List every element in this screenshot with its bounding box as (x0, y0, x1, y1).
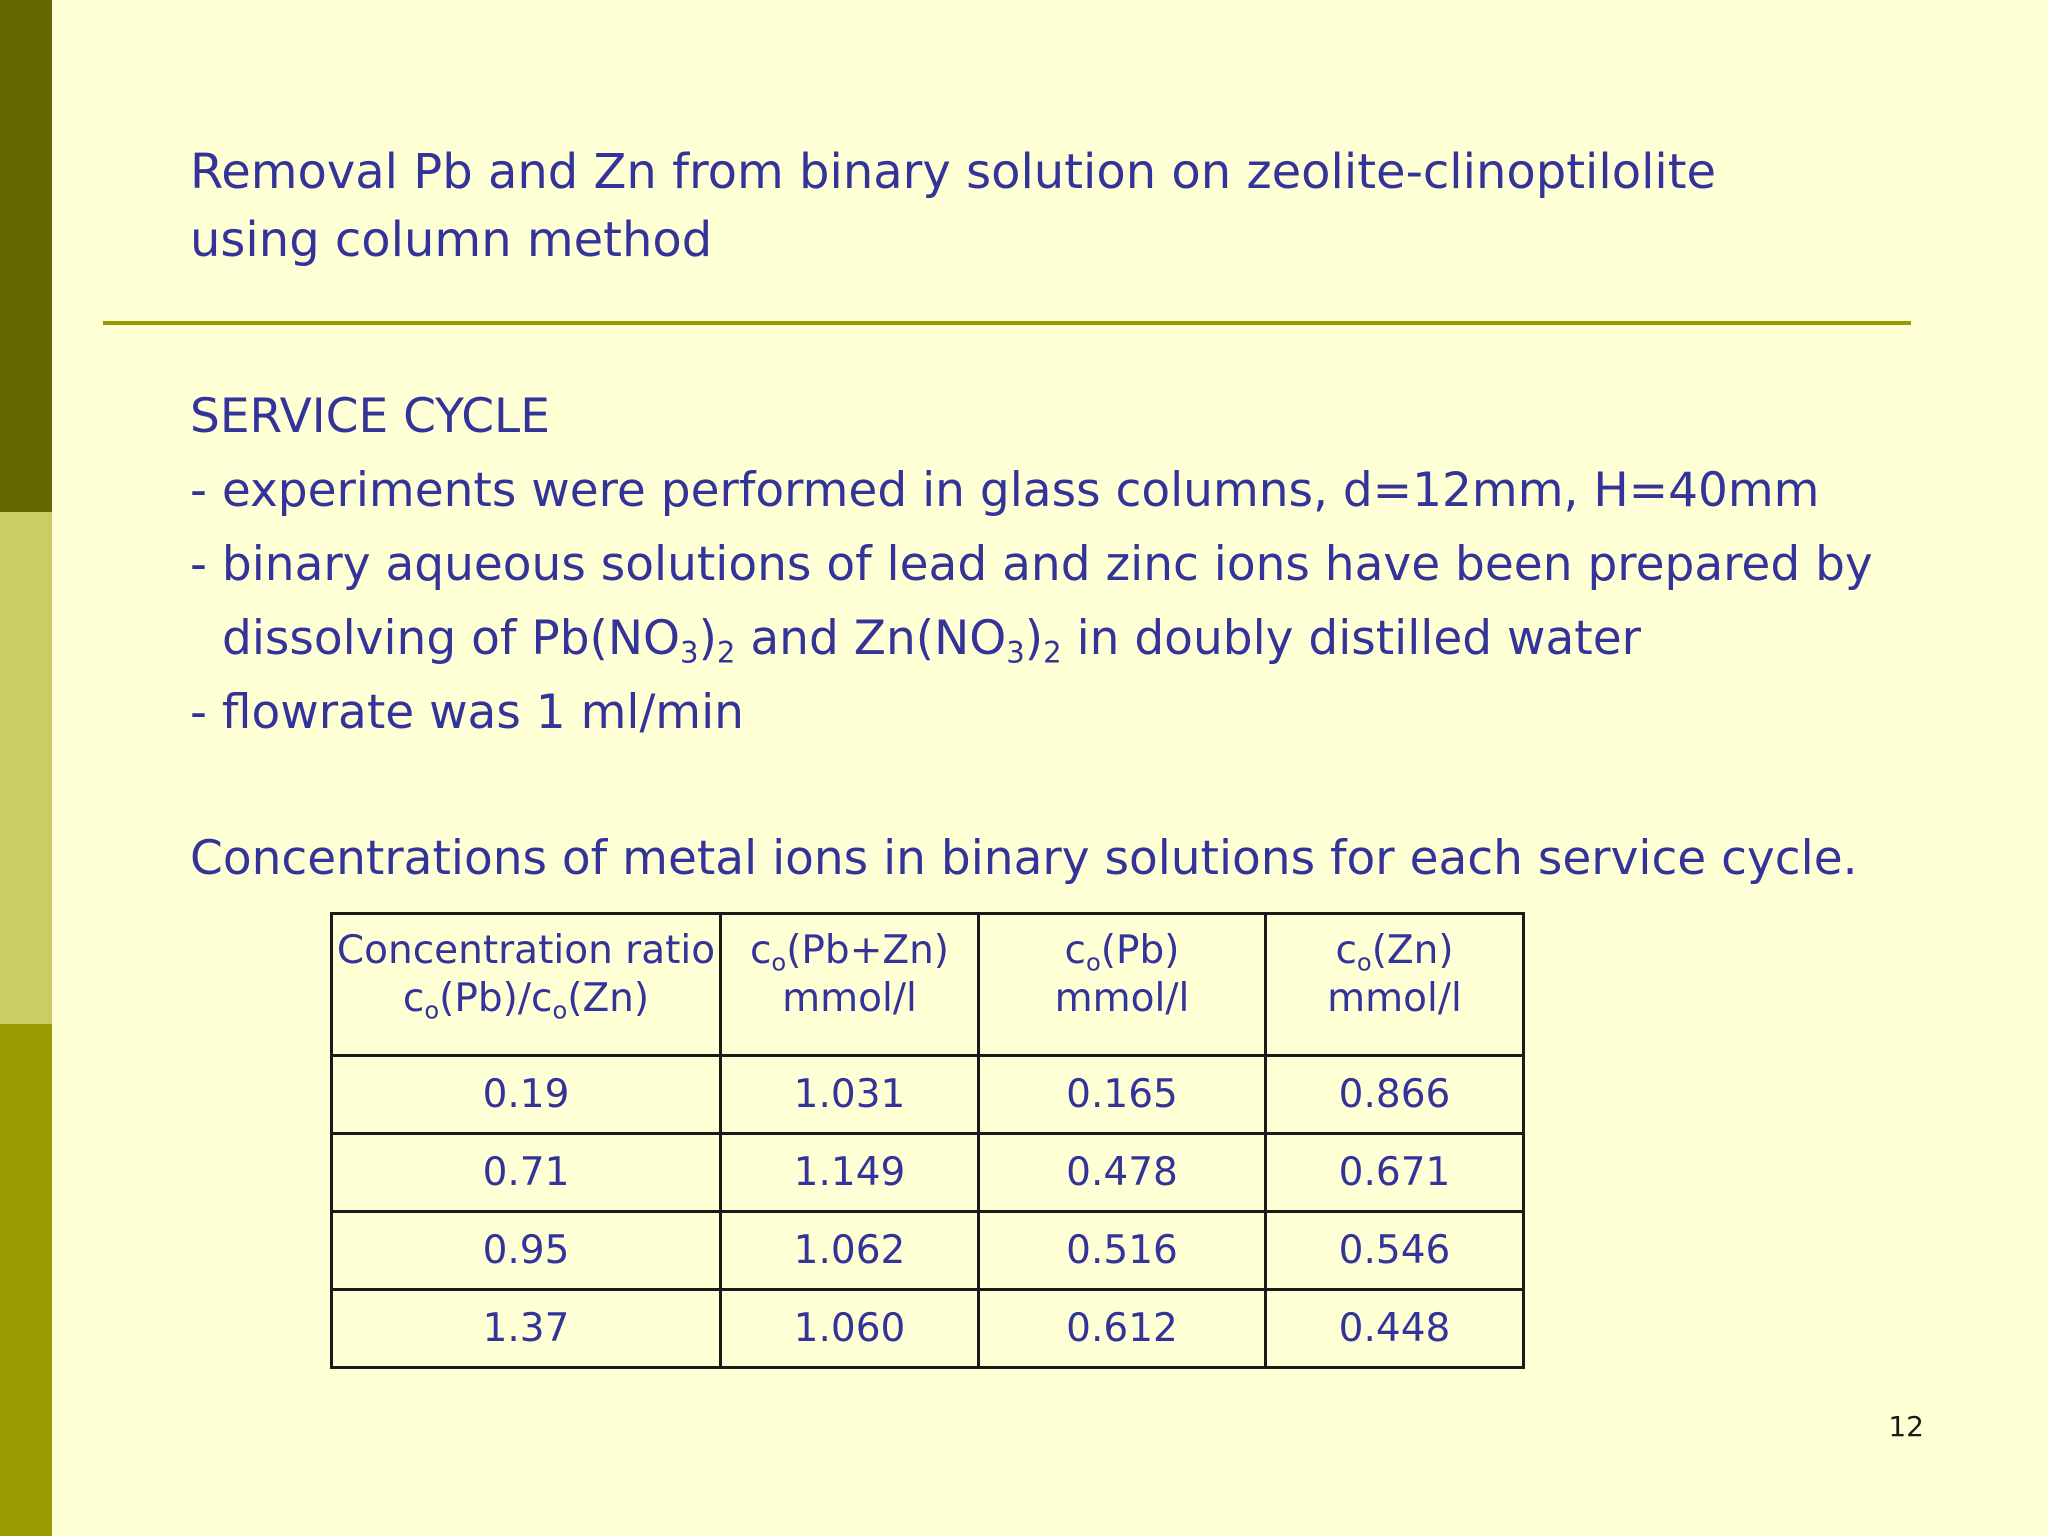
table-cell: 0.165 (979, 1056, 1266, 1134)
table-row (332, 1056, 1524, 1134)
bullet-solutions: - binary aqueous solutions of lead and zinc ions have been prepared by (190, 537, 1873, 592)
table-cell: 1.062 (721, 1212, 979, 1290)
sidebar-segment-light (0, 512, 52, 1024)
table-cell: 0.95 (332, 1212, 721, 1290)
header-zn-concentration: $c_o(Zn)$ mmol/l (1266, 914, 1524, 1056)
header-pb-concentration: $c_o(Pb)$ mmol/l (979, 914, 1266, 1056)
sidebar-segment-dark (0, 0, 52, 512)
title-line-2: using column method (190, 212, 713, 268)
table-cell: 0.671 (1266, 1134, 1524, 1212)
table-caption: Concentrations of metal ions in binary solutions for each service cycle. (190, 831, 1858, 886)
table-row (332, 1212, 1524, 1290)
header-total-concentration: $c_o(Pb+Zn)$ mmol/l (721, 914, 979, 1056)
table-cell: 0.866 (1266, 1056, 1524, 1134)
table-row (332, 1134, 1524, 1212)
table-cell: 0.19 (332, 1056, 721, 1134)
table-cell: 1.031 (721, 1056, 979, 1134)
table-cell: 1.060 (721, 1290, 979, 1368)
table-cell: 0.478 (979, 1134, 1266, 1212)
table-header-row (332, 914, 1524, 1056)
slide-body (190, 380, 1970, 750)
table-cell: 0.612 (979, 1290, 1266, 1368)
sidebar-segment-olive (0, 1024, 52, 1536)
sidebar-decoration (0, 0, 52, 1536)
table-cell: 0.516 (979, 1212, 1266, 1290)
header-concentration-ratio: Concentration ratio $c_o(Pb)/c_o(Zn)$ (332, 914, 721, 1056)
bullet-solutions-continued: dissolving of $Pb(NO_3)_2$ and $Zn(NO_3)_2$ in doubly distilled water (222, 611, 1641, 670)
table-cell: 0.546 (1266, 1212, 1524, 1290)
bullet-columns: - experiments were performed in glass columns, d=12mm, H=40mm (190, 463, 1820, 518)
page-number: 12 (1888, 1410, 1924, 1443)
title-divider (103, 321, 1911, 325)
slide-title (190, 138, 1940, 274)
table-cell: 1.37 (332, 1290, 721, 1368)
section-heading: SERVICE CYCLE (190, 389, 550, 444)
table-cell: 1.149 (721, 1134, 979, 1212)
bullet-flowrate: - flowrate was 1 ml/min (190, 685, 744, 740)
table-cell: 0.71 (332, 1134, 721, 1212)
table-cell: 0.448 (1266, 1290, 1524, 1368)
title-line-1: Removal Pb and Zn from binary solution on zeolite-clinoptilolite (190, 144, 1717, 200)
table-row (332, 1290, 1524, 1368)
concentration-table (330, 912, 1525, 1369)
